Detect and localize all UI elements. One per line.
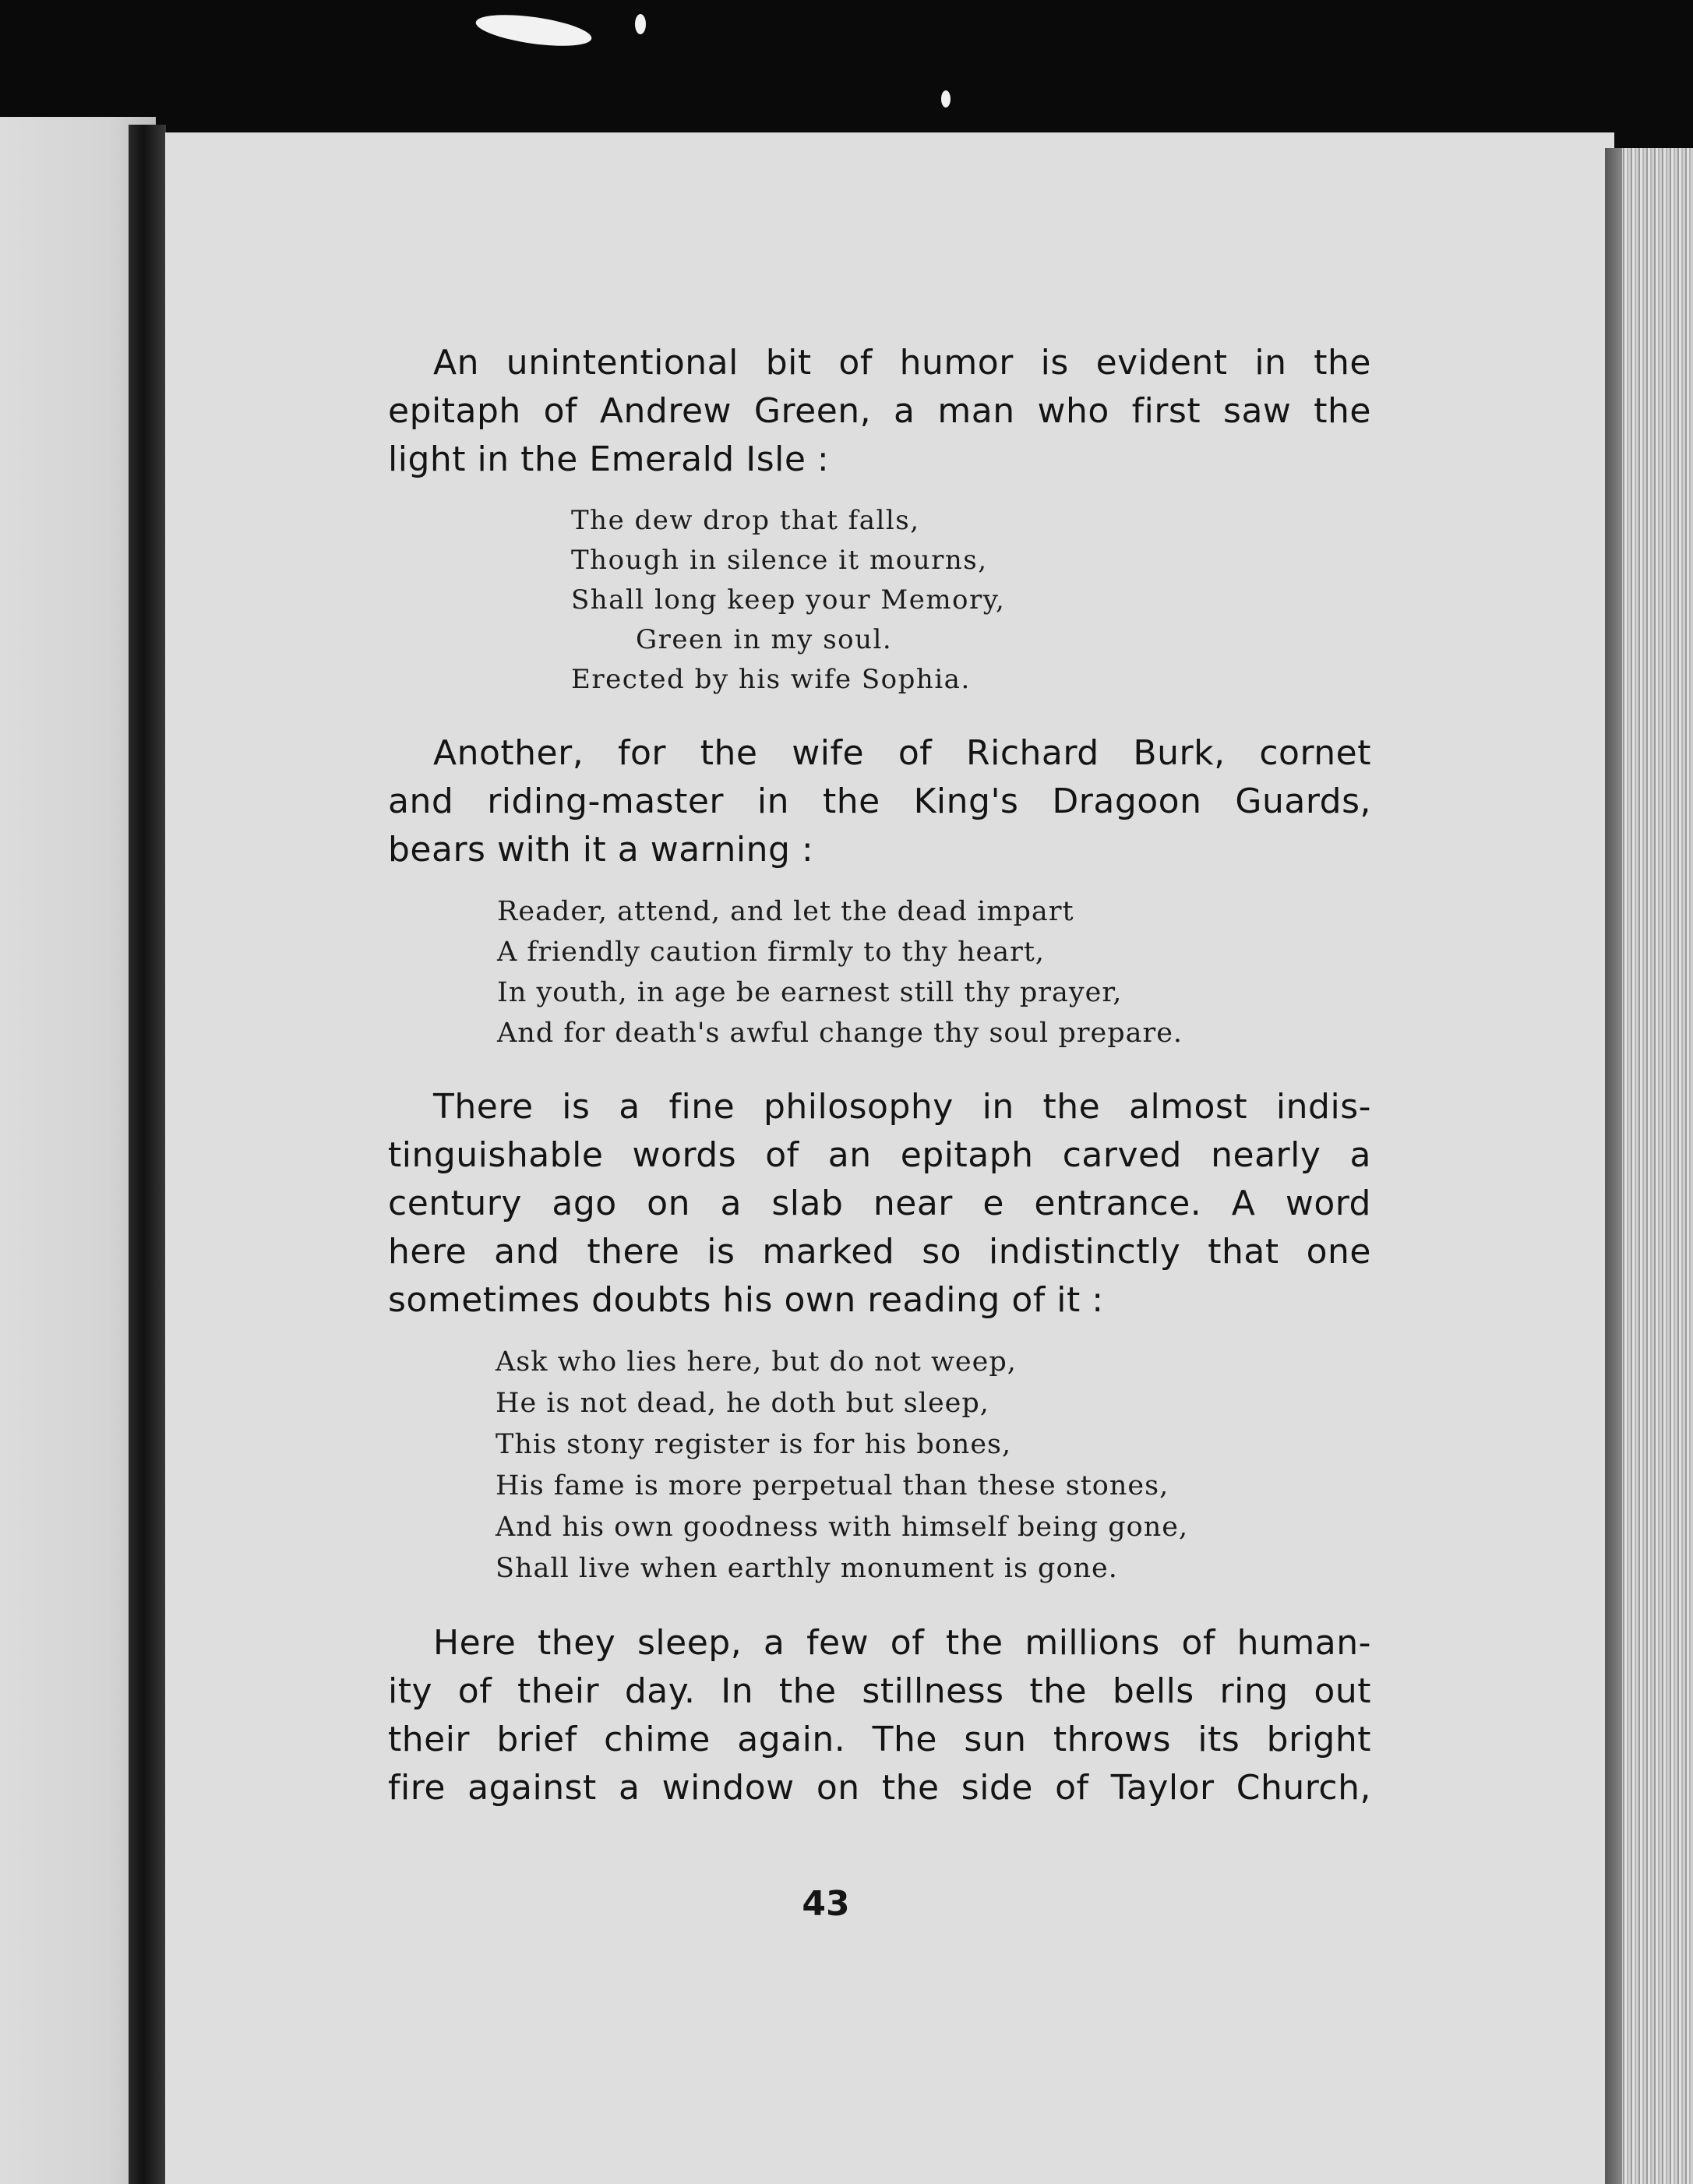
verse-line: And his own goodness with himself being gone, [496,1512,1189,1543]
scan-dust-mark [941,90,951,108]
epitaph-slab [496,1342,1371,1589]
verse-line: The dew drop that falls, [571,505,920,536]
epitaph-green [571,501,1371,700]
verse-line: Reader, attend, and let the dead impart [497,896,1074,927]
text-line: ity of their day. In the stillness the bells ring out [388,1671,1371,1711]
book-gutter-shadow [129,125,166,2184]
text-line: epitaph of Andrew Green, a man who first saw the [388,391,1371,431]
verse-line: Erected by his wife Sophia. [571,664,971,695]
verse-line: He is not dead, he doth but sleep, [496,1388,989,1419]
text-line: sometimes doubts his own reading of it : [388,1280,1104,1320]
verse-line: Though in silence it mourns, [571,545,988,576]
verse-line: Shall long keep your Memory, [571,584,1006,616]
verse-line: His fame is more perpetual than these stones, [496,1470,1169,1501]
verse-line: Shall live when earthly monument is gone. [496,1553,1118,1584]
page-text [388,339,1371,1812]
text-line: bears with it a warning : [388,830,814,870]
text-line: An unintentional bit of humor is evident in the [433,343,1371,383]
text-line: Another, for the wife of Richard Burk, cornet [433,733,1371,773]
paragraph-closing [388,1619,1371,1812]
page-number: 43 [802,1884,850,1924]
text-line: fire against a window on the side of Taylor Church, [388,1768,1371,1808]
text-line: There is a fine philosophy in the almost indis- [433,1087,1371,1127]
epitaph-burk [497,891,1371,1053]
verse-line: Green in my soul. [636,624,893,655]
text-line: century ago on a slab near e entrance. A word [388,1184,1371,1223]
verse-line: And for death's awful change thy soul prepare. [497,1018,1183,1049]
scan-dust-mark [635,14,646,34]
text-line: their brief chime again. The sun throws its bright [388,1720,1371,1759]
text-line: tinguishable words of an epitaph carved nearly a [388,1135,1371,1175]
text-line: and riding-master in the King's Dragoon Guards, [388,782,1371,821]
text-line: here and there is marked so indistinctly that one [388,1232,1371,1272]
scan-dust-mark [474,9,593,52]
paragraph-philosophy [388,1083,1371,1325]
paragraph-green-intro [388,339,1371,484]
paragraph-burk-intro [388,729,1371,874]
verse-line: A friendly caution firmly to thy heart, [497,937,1046,968]
verse-line: This stony register is for his bones, [496,1429,1012,1460]
verse-line: Ask who lies here, but do not weep, [496,1346,1017,1378]
text-line: Here they sleep, a few of the millions of human- [433,1623,1371,1663]
page-stack-shadow [1605,148,1622,2184]
text-line: light in the Emerald Isle : [388,439,830,479]
verse-line: In youth, in age be earnest still thy prayer, [497,977,1123,1008]
